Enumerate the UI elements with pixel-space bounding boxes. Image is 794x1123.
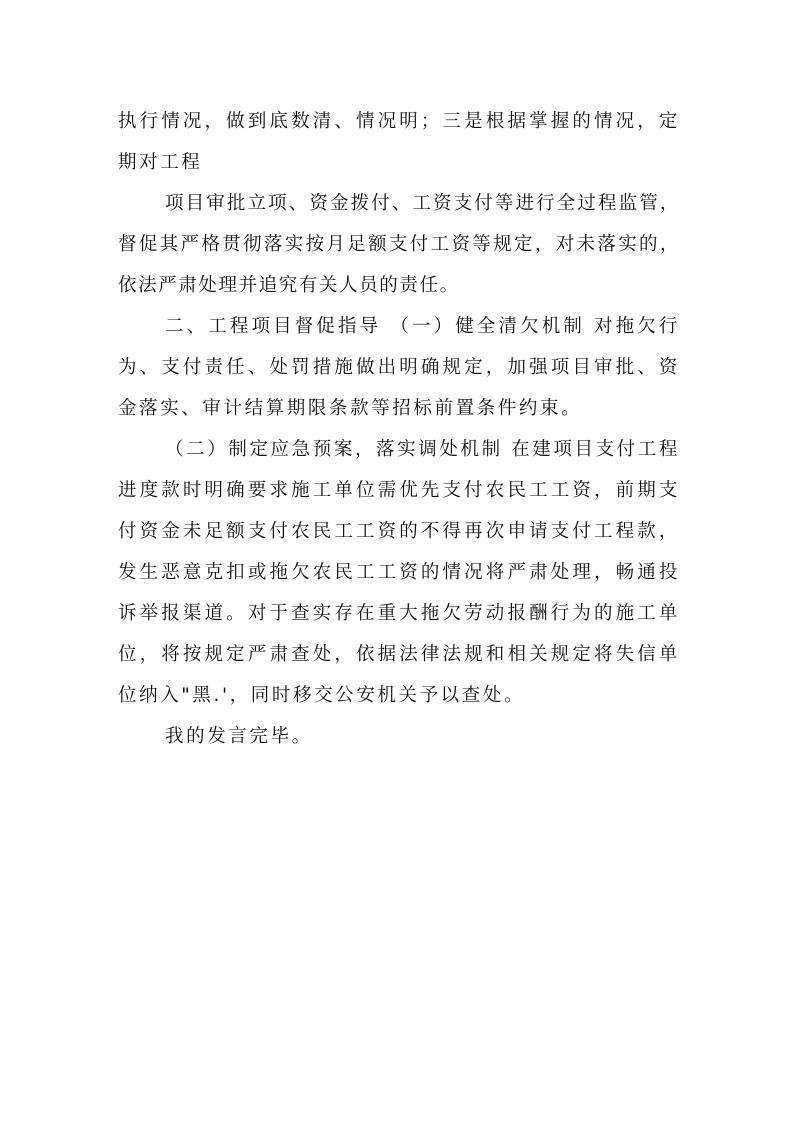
closing-paragraph: 我的发言完毕。 <box>165 726 313 747</box>
paragraph-4: （二）制定应急预案，落实调处机制 在建项目支付工程进度款时明确要求施工单位需优先支付农民工工资，前期支付资金未足额支付农民工工资的不得再次申请支付工程款，发生恶意克扣或拖欠农民工工资的情况将严肃处理，畅通投诉举报渠道。对于查实存在重大拖欠劳动报酬行为的施工单位，将按规定严肃查处，依据法律法规和相关规定将失信单位纳入"黑.'，同时移交公安机关予以查处。 <box>118 439 680 706</box>
paragraph-3: 二、工程项目督促指导 （一）健全清欠机制 对拖欠行为、支付责任、处罚措施做出明确规定，加强项目审批、资金落实、审计结算期限条款等招标前置条件约束。 <box>118 316 680 419</box>
paragraph-2: 项目审批立项、资金拨付、工资支付等进行全过程监管，督促其严格贯彻落实按月足额支付工资等规定，对未落实的，依法严肃处理并追究有关人员的责任。 <box>118 193 680 296</box>
paragraph-1: 执行情况，做到底数清、情况明；三是根据掌握的情况，定期对工程 <box>118 111 680 173</box>
document-body <box>118 101 680 757</box>
